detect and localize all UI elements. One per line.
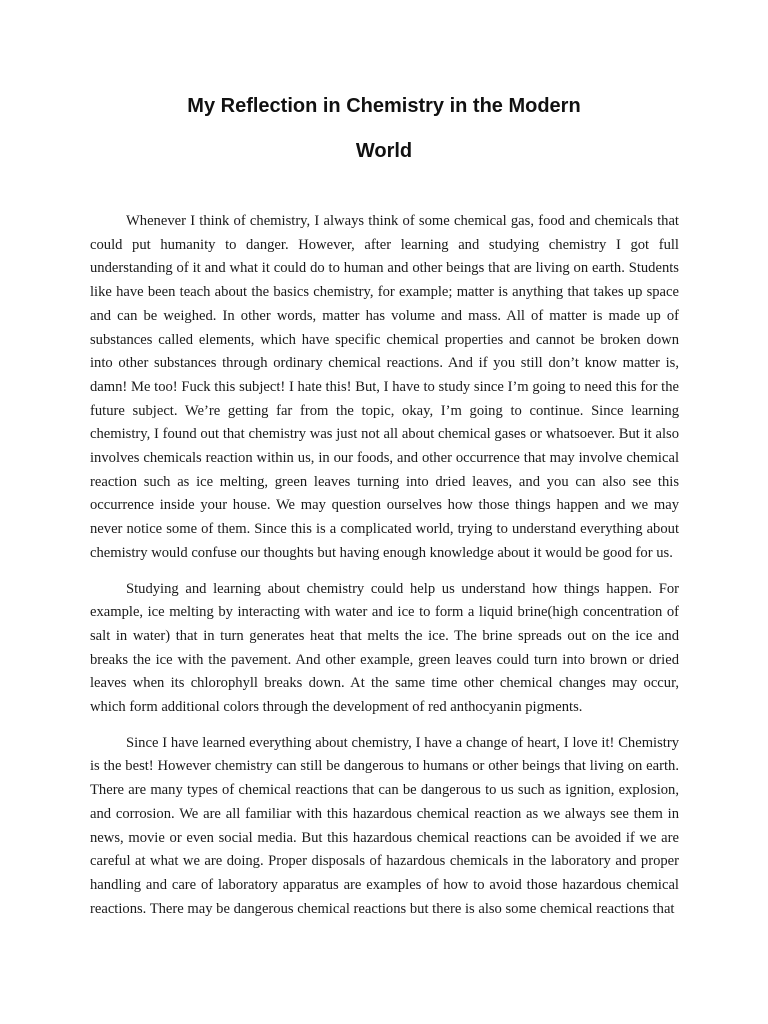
title-line-1: My Reflection in Chemistry in the Modern [187, 95, 581, 117]
essay-body [90, 210, 679, 921]
paragraph-1: Whenever I think of chemistry, I always think of some chemical gas, food and chemicals that could put humanity to danger. However, after learning and studying chemistry I got full understanding of it and what it could do to human and other beings that are living on earth. Students like have been teach about the basics chemistry, for example; matter is anything that takes up space and can be weighed. In other words, matter has volume and mass. All of matter is made up of substances called elements, which have specific chemical properties and cannot be broken down into other substances through ordinary chemical reactions. And if you still don’t know matter is, damn! Me too! Fuck this subject! I hate this! But, I have to study since I’m going to need this for the future subject. We’re getting far from the topic, okay, I’m going to continue. Since learning chemistry, I found out that chemistry was just not all about chemical gases or whatsoever. But it also involves chemicals reaction within us, in our foods, and other occurrence that may involve chemical reaction such as ice melting, green leaves turning into dried leaves, and you can also see this occurrence inside your house. We may question ourselves how those things happen and we may never notice some of them. Since this is a complicated world, trying to understand everything about chemistry would confuse our thoughts but having enough knowledge about it would be good for us. [90, 213, 679, 561]
title-line-2: World [355, 140, 413, 162]
paragraph-2: Studying and learning about chemistry could help us understand how things happen. For example, ice melting by interacting with water and ice to form a liquid brine(high concentration of salt in water) that in turn generates heat that melts the ice. The brine spreads out on the ice and breaks the ice with the pavement. And other example, green leaves could turn into brown or dried leaves when its chlorophyll breaks down. At the same time other chemical changes may occur, which form additional colors through the development of red anthocyanin pigments. [90, 580, 679, 716]
paragraph-3: Since I have learned everything about chemistry, I have a change of heart, I love it! Chemistry is the best! However chemistry can still be dangerous to humans or other beings that living on earth. There are many types of chemical reactions that can be dangerous to us such as ignition, explosion, and corrosion. We are all familiar with this hazardous chemical reaction as we always see them in news, movie or even social media. But this hazardous chemical reactions can be avoided if we are careful at what we are doing. Proper disposals of hazardous chemicals in the laboratory and proper handling and care of laboratory apparatus are examples of how to avoid those hazardous chemical reactions. There may be dangerous chemical reactions but there is also some chemical reactions that [90, 734, 679, 917]
